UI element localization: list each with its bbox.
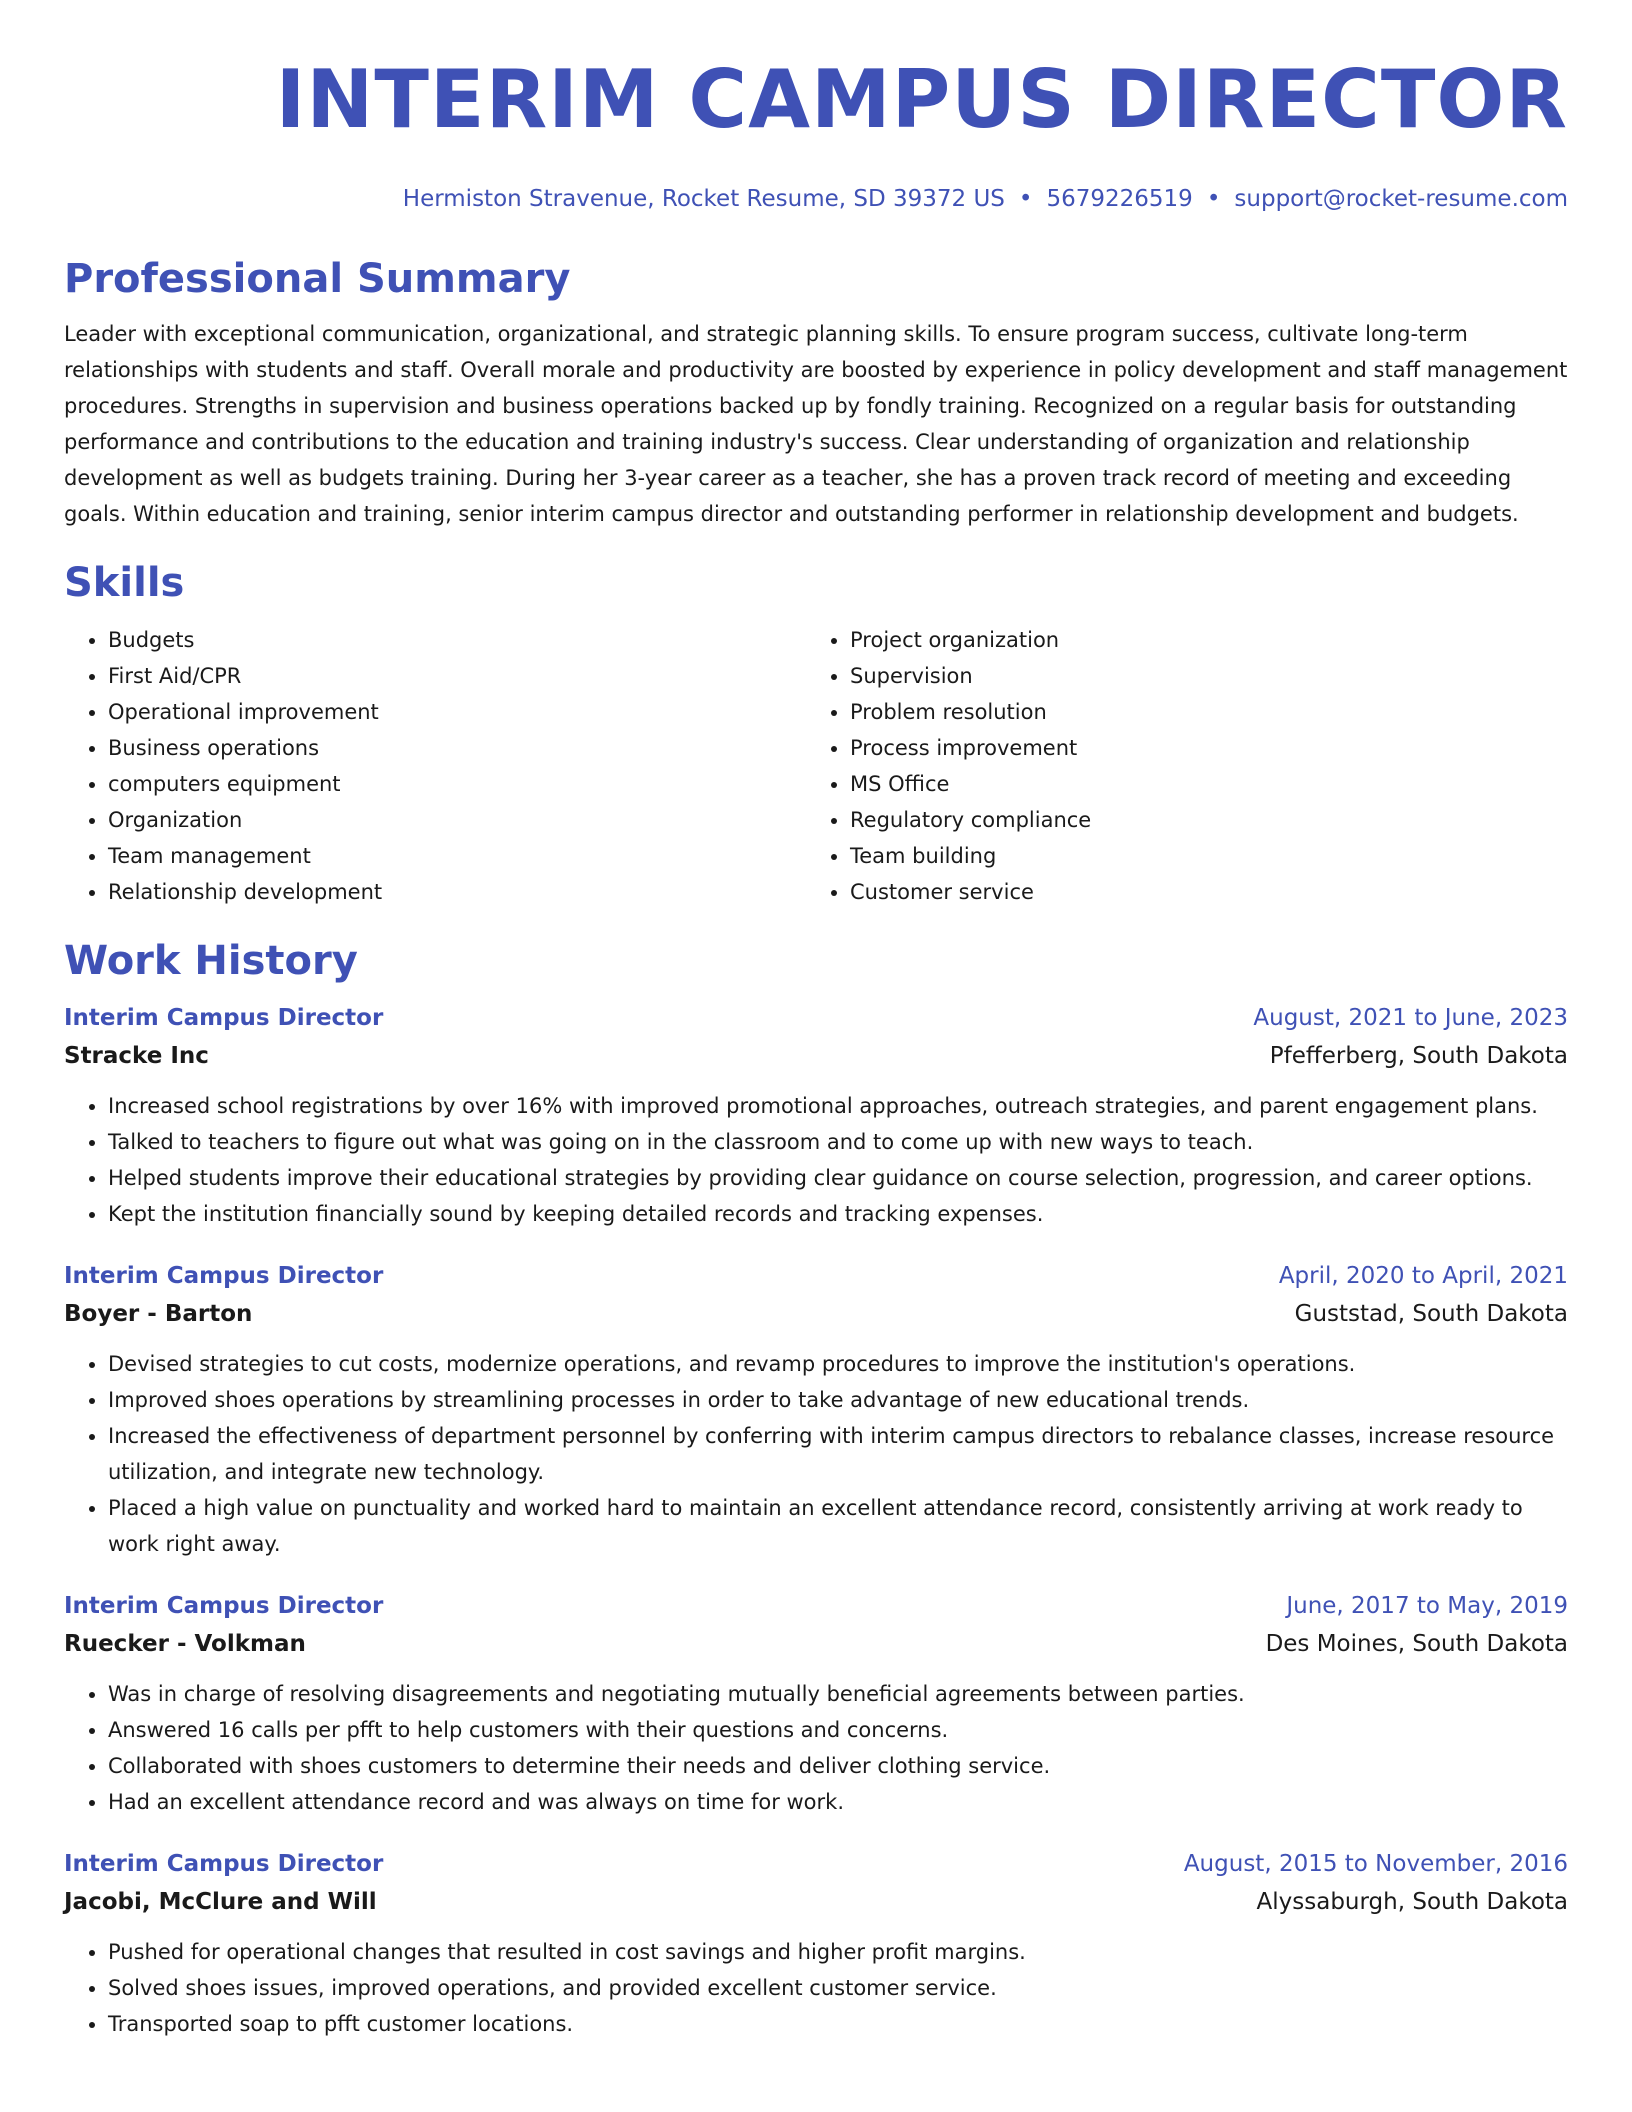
contact-separator: • bbox=[1018, 186, 1033, 212]
skill-item: • Operational improvement bbox=[108, 694, 806, 730]
job-bullet: • Talked to teachers to figure out what was going on in the classroom and to come up with new ways to teach. bbox=[108, 1124, 1568, 1160]
skill-item: • First Aid/CPR bbox=[108, 658, 806, 694]
job-company: Jacobi, McClure and Will bbox=[64, 1889, 377, 1915]
skill-item: • MS Office bbox=[850, 766, 1548, 802]
job-company: Boyer - Barton bbox=[64, 1301, 253, 1327]
resume-page bbox=[64, 0, 1568, 2042]
contact-separator: • bbox=[1206, 186, 1221, 212]
job-bullet: • Collaborated with shoes customers to determine their needs and deliver clothing service. bbox=[108, 1748, 1568, 1784]
contact-phone: 5679226519 bbox=[1046, 186, 1193, 212]
job-company: Stracke Inc bbox=[64, 1043, 209, 1069]
job-location: Des Moines, South Dakota bbox=[1265, 1631, 1568, 1657]
job-bullet: • Devised strategies to cut costs, modernize operations, and revamp procedures to improve the institution's operations. bbox=[108, 1346, 1568, 1382]
skills-list bbox=[64, 622, 1568, 910]
job-title: Interim Campus Director bbox=[64, 1263, 384, 1289]
skill-item: • Project organization bbox=[850, 622, 1548, 658]
job-location: Pfefferberg, South Dakota bbox=[1269, 1043, 1568, 1069]
skill-item: • Process improvement bbox=[850, 730, 1548, 766]
job-title: Interim Campus Director bbox=[64, 1005, 384, 1031]
job-bullet: • Answered 16 calls per pfft to help customers with their questions and concerns. bbox=[108, 1712, 1568, 1748]
work-history-heading: Work History bbox=[64, 938, 358, 984]
job-bullet: • Transported soap to pfft customer locations. bbox=[108, 2006, 1568, 2042]
job-dates: June, 2017 to May, 2019 bbox=[1286, 1593, 1568, 1619]
job-entry bbox=[64, 1588, 1568, 1820]
job-entry bbox=[64, 1846, 1568, 2042]
job-bullets bbox=[64, 1676, 1568, 1820]
skill-item: • Customer service bbox=[850, 874, 1548, 910]
summary-heading: Professional Summary bbox=[64, 256, 571, 302]
job-bullet: • Kept the institution financially sound by keeping detailed records and tracking expenses. bbox=[108, 1196, 1568, 1232]
job-dates: August, 2021 to June, 2023 bbox=[1253, 1005, 1568, 1031]
skill-item: • Budgets bbox=[108, 622, 806, 658]
skill-item: • computers equipment bbox=[108, 766, 806, 802]
job-dates: August, 2015 to November, 2016 bbox=[1183, 1851, 1568, 1877]
skill-item: • Regulatory compliance bbox=[850, 802, 1548, 838]
contact-address: Hermiston Stravenue, Rocket Resume, SD 39372 US bbox=[402, 186, 1005, 212]
job-entry bbox=[64, 1000, 1568, 1232]
job-bullets bbox=[64, 1088, 1568, 1232]
skill-item: • Relationship development bbox=[108, 874, 806, 910]
skills-column-right bbox=[806, 622, 1548, 910]
job-bullet: • Was in charge of resolving disagreements and negotiating mutually beneficial agreements between parties. bbox=[108, 1676, 1568, 1712]
contact-line bbox=[64, 184, 1568, 214]
job-title: Interim Campus Director bbox=[64, 1593, 384, 1619]
skills-heading: Skills bbox=[64, 560, 185, 606]
job-title: Interim Campus Director bbox=[64, 1851, 384, 1877]
candidate-title: INTERIM CAMPUS DIRECTOR bbox=[275, 53, 1568, 146]
job-bullet: • Helped students improve their educational strategies by providing clear guidance on course selection, progression, and career options. bbox=[108, 1160, 1568, 1196]
job-location: Alyssaburgh, South Dakota bbox=[1256, 1889, 1568, 1915]
summary-text: Leader with exceptional communication, organizational, and strategic planning skills. To ensure program success, cultivate long-term relationships with students and staff. Overall morale and productivity are boosted by experience in policy development and staff management procedures. Strengths in supervision and business operations backed up by fondly training. Recognized on a regular basis for outstanding performance and contributions to the education and training industry's success. Clear understanding of organization and relationship development as well as budgets training. During her 3-year career as a teacher, she has a proven track record of meeting and exceeding goals. Within education and training, senior interim campus director and outstanding performer in relationship development and budgets. bbox=[64, 322, 1568, 526]
job-company: Ruecker - Volkman bbox=[64, 1631, 306, 1657]
skill-item: • Organization bbox=[108, 802, 806, 838]
job-entry bbox=[64, 1258, 1568, 1562]
contact-email[interactable]: support@rocket-resume.com bbox=[1234, 186, 1568, 212]
skills-column-left bbox=[64, 622, 806, 910]
job-location: Guststad, South Dakota bbox=[1294, 1301, 1568, 1327]
job-bullet: • Solved shoes issues, improved operations, and provided excellent customer service. bbox=[108, 1970, 1568, 2006]
job-bullet: • Increased school registrations by over 16% with improved promotional approaches, outreach strategies, and parent engagement plans. bbox=[108, 1088, 1568, 1124]
skill-item: • Team building bbox=[850, 838, 1548, 874]
job-bullet: • Placed a high value on punctuality and worked hard to maintain an excellent attendance record, consistently arriving at work ready to work right away. bbox=[108, 1490, 1568, 1562]
resume-header bbox=[64, 0, 1568, 214]
skill-item: • Business operations bbox=[108, 730, 806, 766]
job-bullet: • Had an excellent attendance record and was always on time for work. bbox=[108, 1784, 1568, 1820]
job-bullet: • Improved shoes operations by streamlining processes in order to take advantage of new educational trends. bbox=[108, 1382, 1568, 1418]
job-dates: April, 2020 to April, 2021 bbox=[1278, 1263, 1568, 1289]
job-bullets bbox=[64, 1346, 1568, 1562]
job-bullets bbox=[64, 1934, 1568, 2042]
job-bullet: • Increased the effectiveness of department personnel by conferring with interim campus directors to rebalance classes, increase resource utilization, and integrate new technology. bbox=[108, 1418, 1568, 1490]
skill-item: • Problem resolution bbox=[850, 694, 1548, 730]
skill-item: • Team management bbox=[108, 838, 806, 874]
job-bullet: • Pushed for operational changes that resulted in cost savings and higher profit margins. bbox=[108, 1934, 1568, 1970]
skill-item: • Supervision bbox=[850, 658, 1548, 694]
